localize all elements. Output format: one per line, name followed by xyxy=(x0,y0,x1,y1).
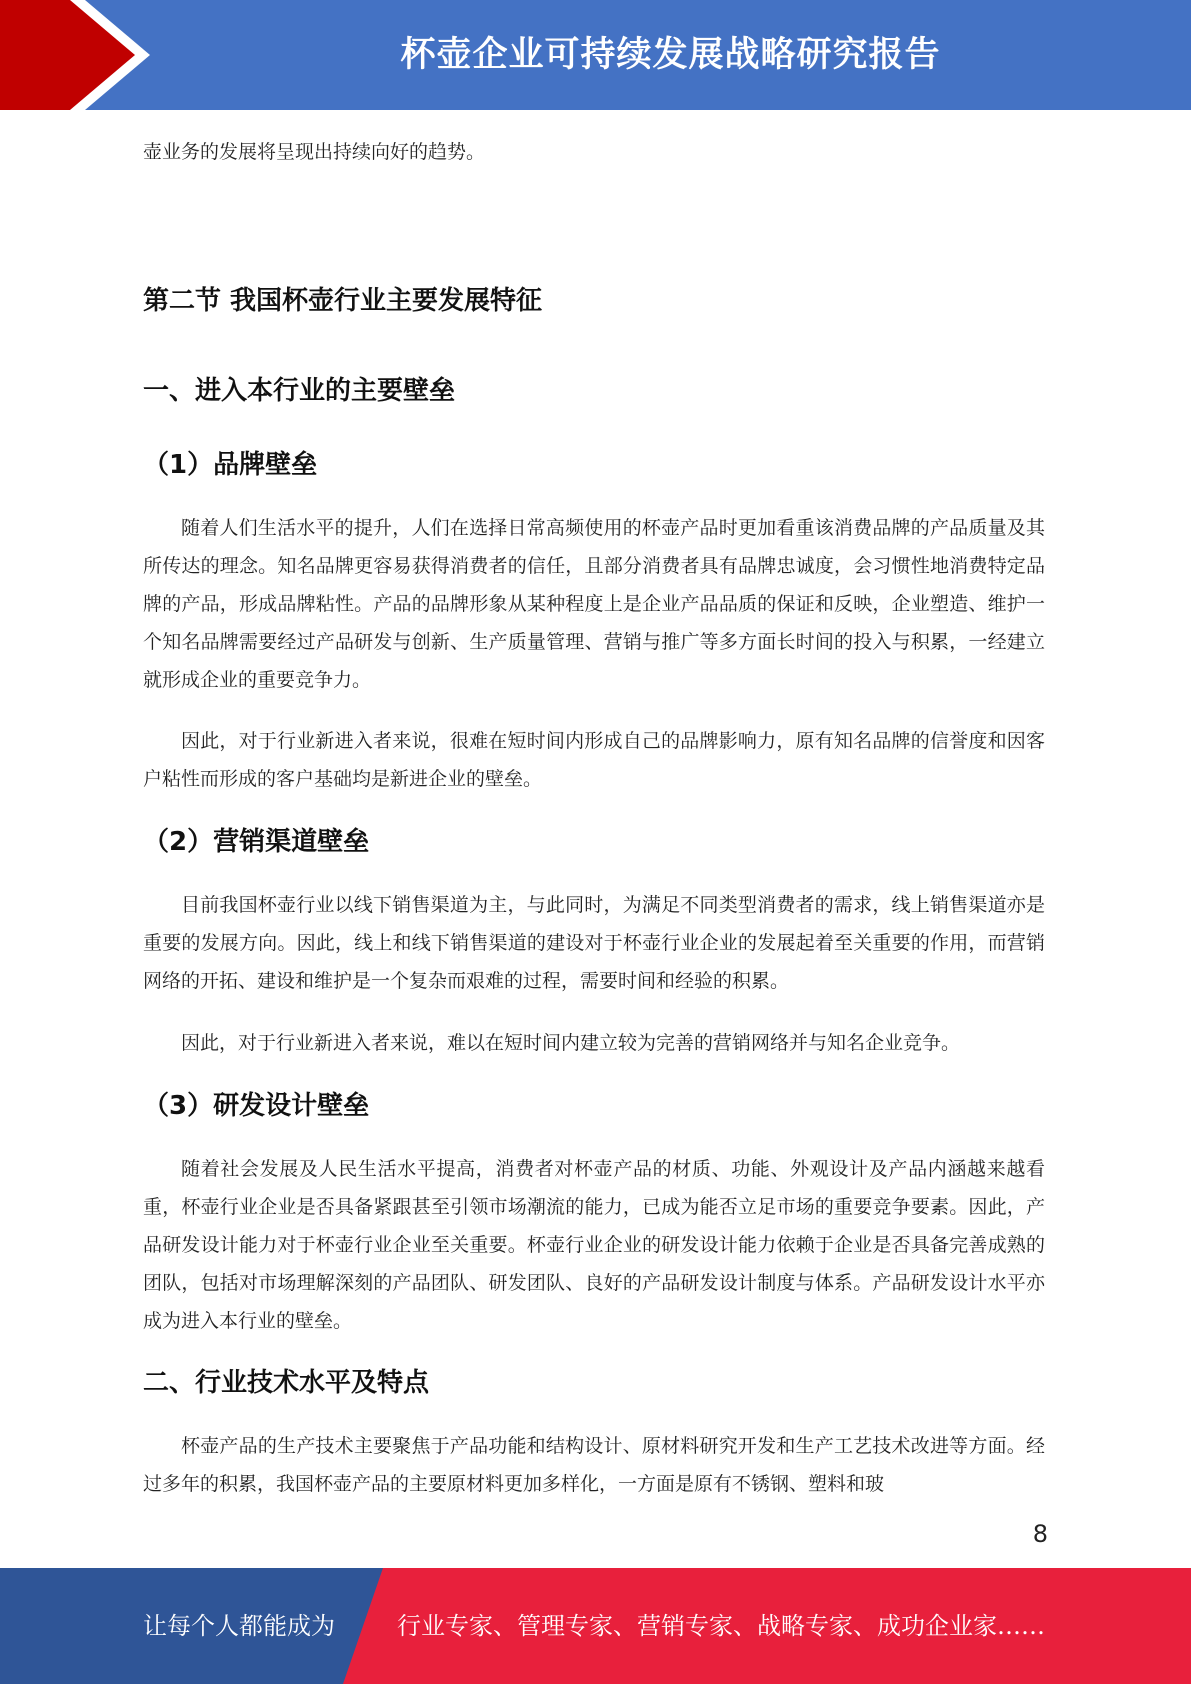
sub2-paragraph-2: 因此，对于行业新进入者来说，难以在短时间内建立较为完善的营销网络并与知名企业竞争。 xyxy=(181,1032,961,1054)
red-chevron-icon xyxy=(0,0,160,110)
footer-banner xyxy=(0,1568,1191,1684)
sub1-paragraph-1: 随着人们生活水平的提升，人们在选择日常高频使用的杯壶产品时更加看重该消费品牌的产品质量及其所传达的理念。知名品牌更容易获得消费者的信任，且部分消费者具有品牌忠诚度，会习惯性地消费特定品牌的产品，形成品牌粘性。产品的品牌形象从某种程度上是企业产品品质的保证和反映，企业塑造、维护一个知名品牌需要经过产品研发与创新、生产质量管理、营销与推广等多方面长时间的投入与积累，一经建立就形成企业的重要竞争力。 xyxy=(143,517,1045,691)
footer-slogan-left: 让每个人都能成为 xyxy=(143,1612,335,1640)
part1-heading: 一、进入本行业的主要壁垒 xyxy=(143,376,456,406)
report-title: 杯壶企业可持续发展战略研究报告 xyxy=(400,35,941,75)
part2-paragraph-1: 杯壶产品的生产技术主要聚焦于产品功能和结构设计、原材料研究开发和生产工艺技术改进等方面。经过多年的积累，我国杯壶产品的主要原材料更加多样化，一方面是原有不锈钢、塑料和玻 xyxy=(143,1435,1045,1495)
page-number: 8 xyxy=(1032,1520,1048,1548)
sub3-heading: （3）研发设计壁垒 xyxy=(143,1091,370,1121)
sub1-heading: （1）品牌壁垒 xyxy=(143,450,318,480)
header-bar xyxy=(0,0,1191,110)
sub2-paragraph-1: 目前我国杯壶行业以线下销售渠道为主，与此同时，为满足不同类型消费者的需求，线上销售渠道亦是重要的发展方向。因此，线上和线下销售渠道的建设对于杯壶行业企业的发展起着至关重要的作用，而营销网络的开拓、建设和维护是一个复杂而艰难的过程，需要时间和经验的积累。 xyxy=(143,894,1045,992)
sub3-paragraph-1: 随着社会发展及人民生活水平提高，消费者对杯壶产品的材质、功能、外观设计及产品内涵越来越看重，杯壶行业企业是否具备紧跟甚至引领市场潮流的能力，已成为能否立足市场的重要竞争要素。因此，产品研发设计能力对于杯壶行业企业至关重要。杯壶行业企业的研发设计能力依赖于企业是否具备完善成熟的团队，包括对市场理解深刻的产品团队、研发团队、良好的产品研发设计制度与体系。产品研发设计水平亦成为进入本行业的壁垒。 xyxy=(143,1158,1045,1332)
intro-paragraph: 壶业务的发展将呈现出持续向好的趋势。 xyxy=(143,141,486,163)
footer-slogan-right: 行业专家、管理专家、营销专家、战略专家、成功企业家…… xyxy=(397,1612,1045,1640)
section-title: 第二节 我国杯壶行业主要发展特征 xyxy=(143,286,543,316)
sub2-heading: （2）营销渠道壁垒 xyxy=(143,827,370,857)
part2-heading: 二、行业技术水平及特点 xyxy=(143,1368,430,1398)
sub1-paragraph-2: 因此，对于行业新进入者来说，很难在短时间内形成自己的品牌影响力，原有知名品牌的信誉度和因客户粘性而形成的客户基础均是新进企业的壁垒。 xyxy=(143,730,1045,790)
